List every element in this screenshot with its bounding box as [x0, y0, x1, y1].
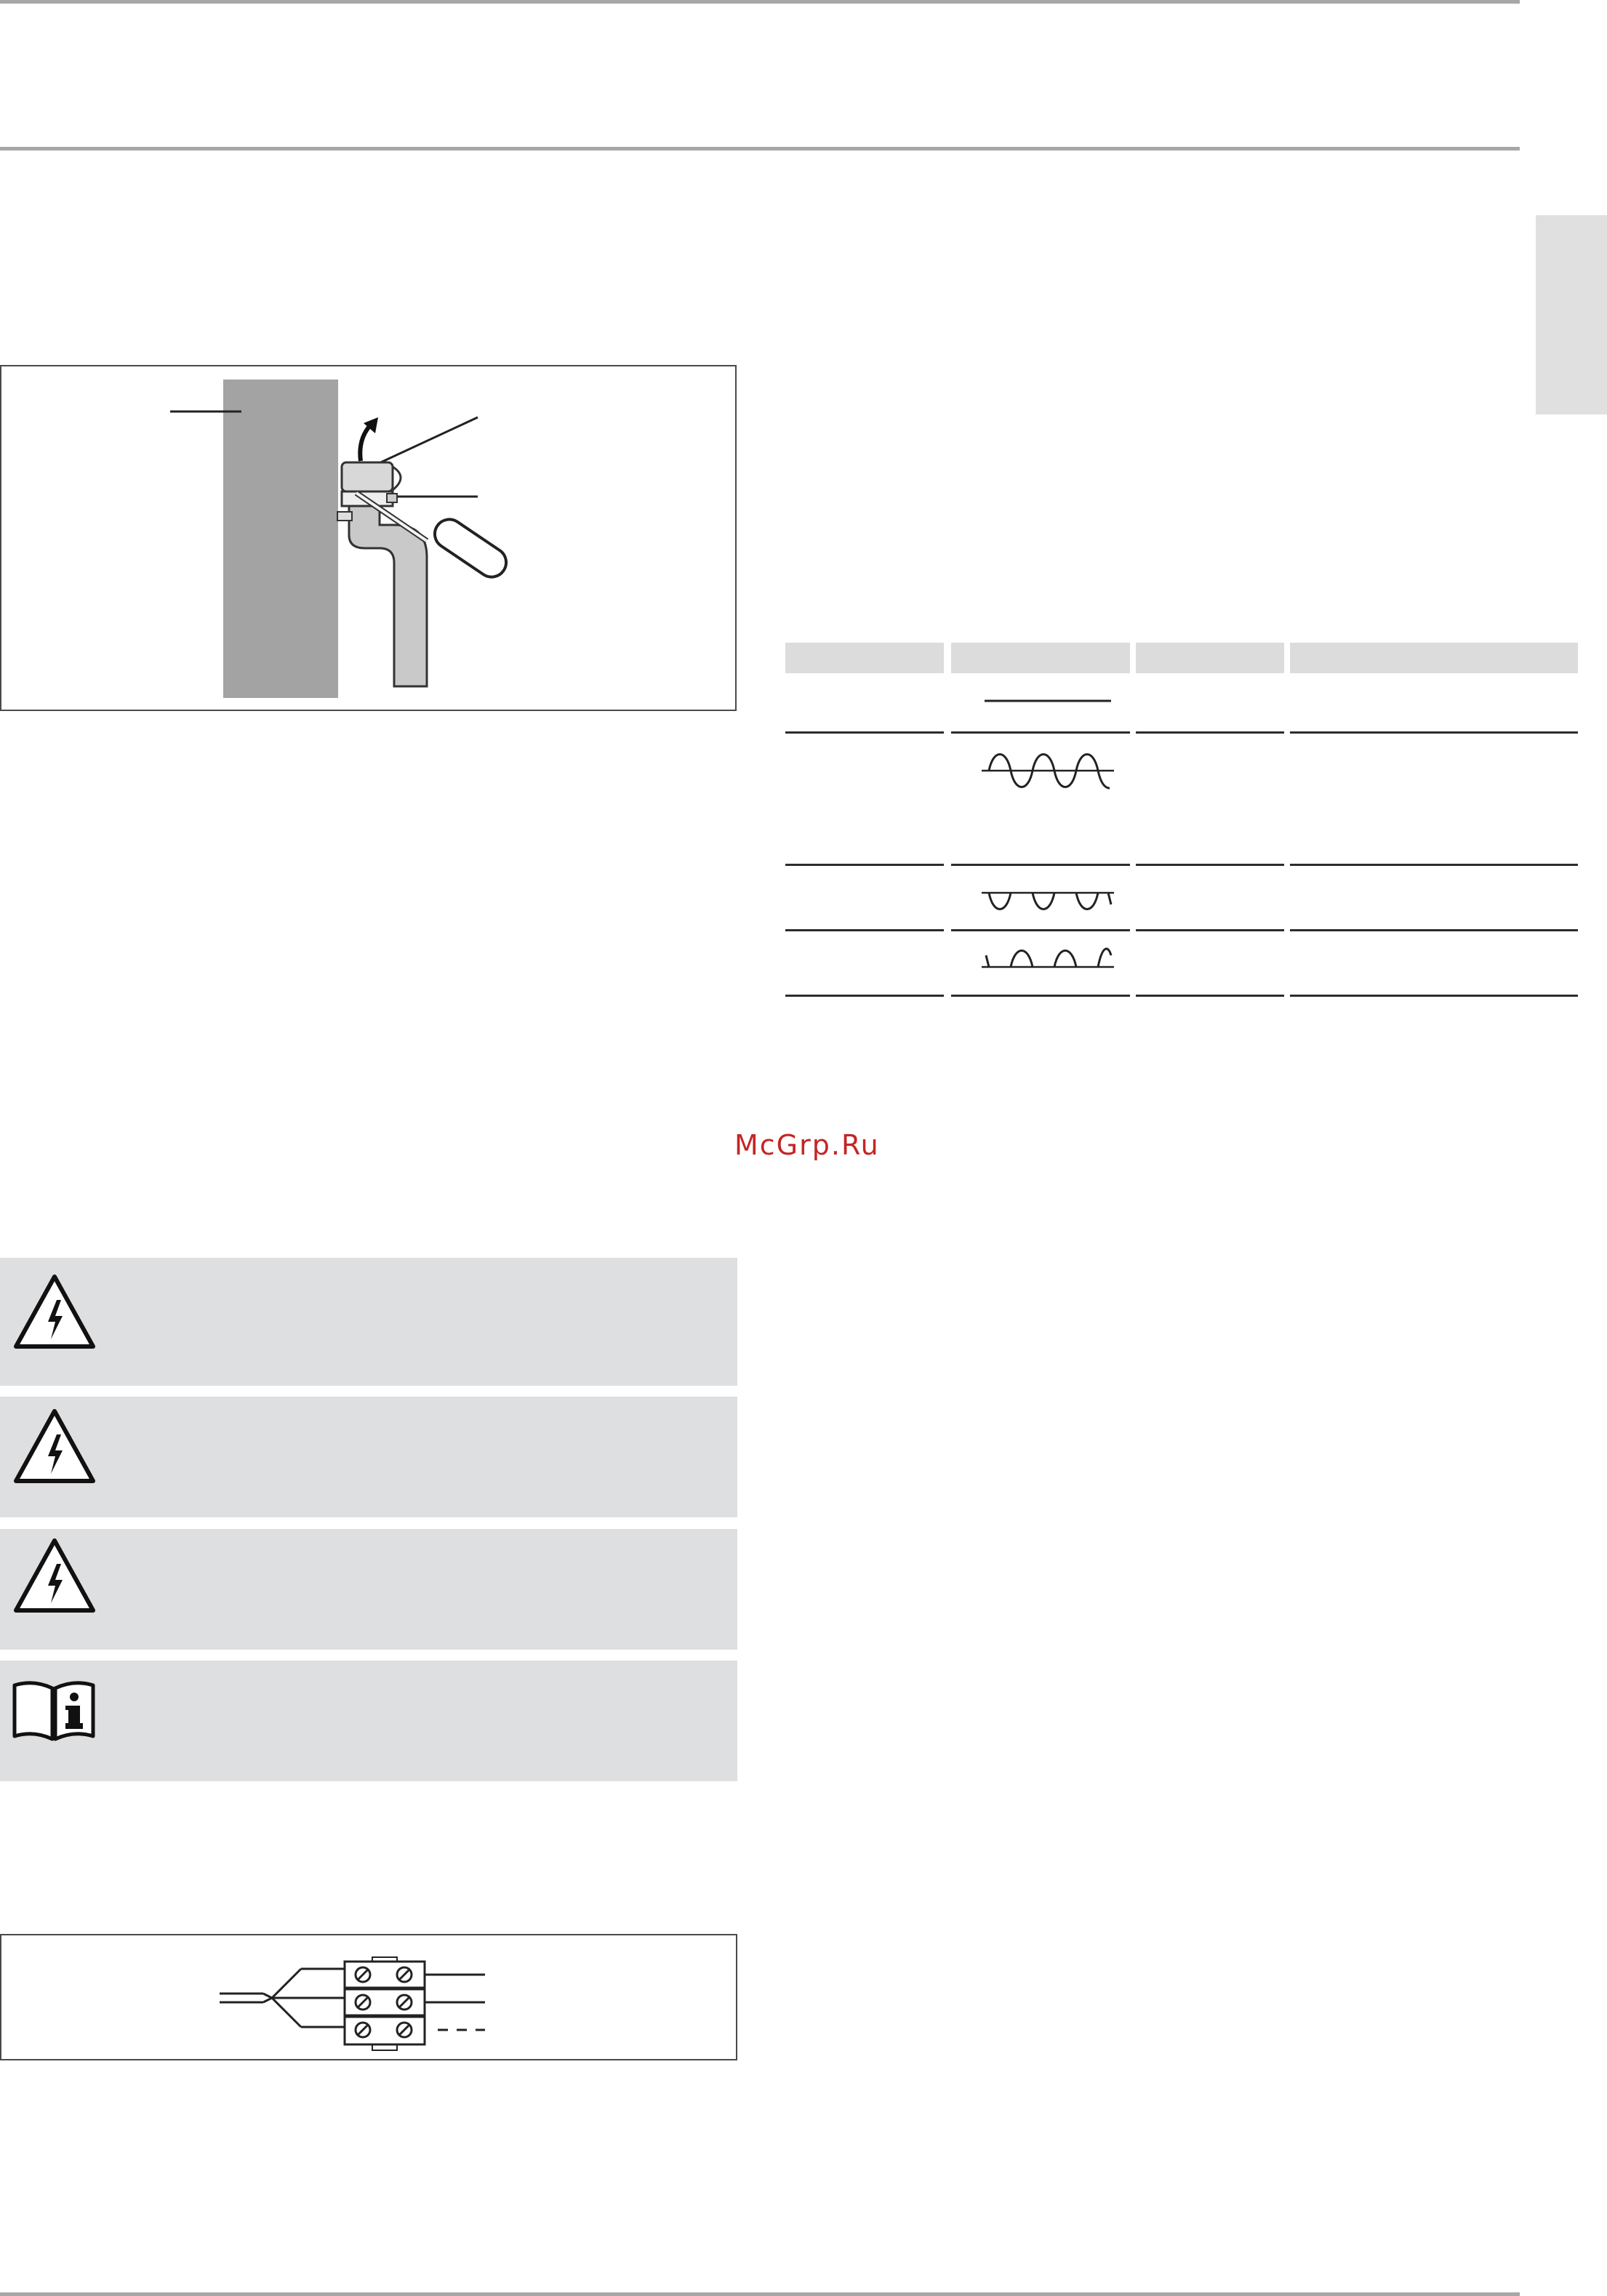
full-sine-wave-icon — [979, 746, 1117, 797]
table-row-line — [951, 929, 1130, 931]
table-row-line — [1290, 995, 1578, 997]
table-row-line — [1290, 731, 1578, 734]
chapter-side-tab — [1536, 215, 1607, 414]
positive-half-waves-icon — [979, 941, 1117, 977]
table-row-line — [951, 995, 1130, 997]
header-rule — [0, 147, 1520, 150]
clip — [342, 462, 393, 491]
warning-notice — [0, 1529, 737, 1650]
table-row-line — [785, 731, 944, 734]
device-housing — [223, 380, 338, 698]
mounting-figure — [0, 365, 737, 711]
dc-line-icon — [979, 694, 1117, 708]
electrical-hazard-warning-icon — [12, 1536, 97, 1616]
callout-line-clip — [376, 417, 478, 465]
table-row-line — [1290, 929, 1578, 931]
info-notice — [0, 1661, 737, 1781]
table-row-line — [785, 929, 944, 931]
table-header-cell — [951, 643, 1130, 673]
footer-rule — [0, 2292, 1520, 2296]
table-header-cell — [1290, 643, 1578, 673]
table-row-line — [1136, 929, 1284, 931]
table-row-line — [1136, 864, 1284, 866]
table-header-cell — [1136, 643, 1284, 673]
electrical-hazard-warning-icon — [12, 1272, 97, 1352]
terminal-block-wiring-figure — [1, 1935, 736, 2059]
release-arrow — [360, 425, 371, 461]
table-header-cell — [785, 643, 944, 673]
terminal-block-figure — [0, 1934, 737, 2060]
table-row-line — [951, 731, 1130, 734]
table-row-line — [785, 995, 944, 997]
table-row-line — [785, 864, 944, 866]
screwdriver-handle — [429, 514, 512, 583]
read-manual-info-icon — [12, 1678, 97, 1742]
top-rule — [0, 0, 1520, 4]
table-row-line — [1136, 731, 1284, 734]
table-row-line — [1290, 864, 1578, 866]
electrical-hazard-warning-icon — [12, 1407, 97, 1487]
warning-notice — [0, 1258, 737, 1386]
table-row-line — [951, 864, 1130, 866]
watermark-text: McGrp.Ru — [734, 1129, 880, 1161]
screwdriver-release-figure — [1, 366, 735, 710]
table-row-line — [1136, 995, 1284, 997]
negative-half-waves-icon — [979, 883, 1117, 919]
warning-notice — [0, 1397, 737, 1517]
